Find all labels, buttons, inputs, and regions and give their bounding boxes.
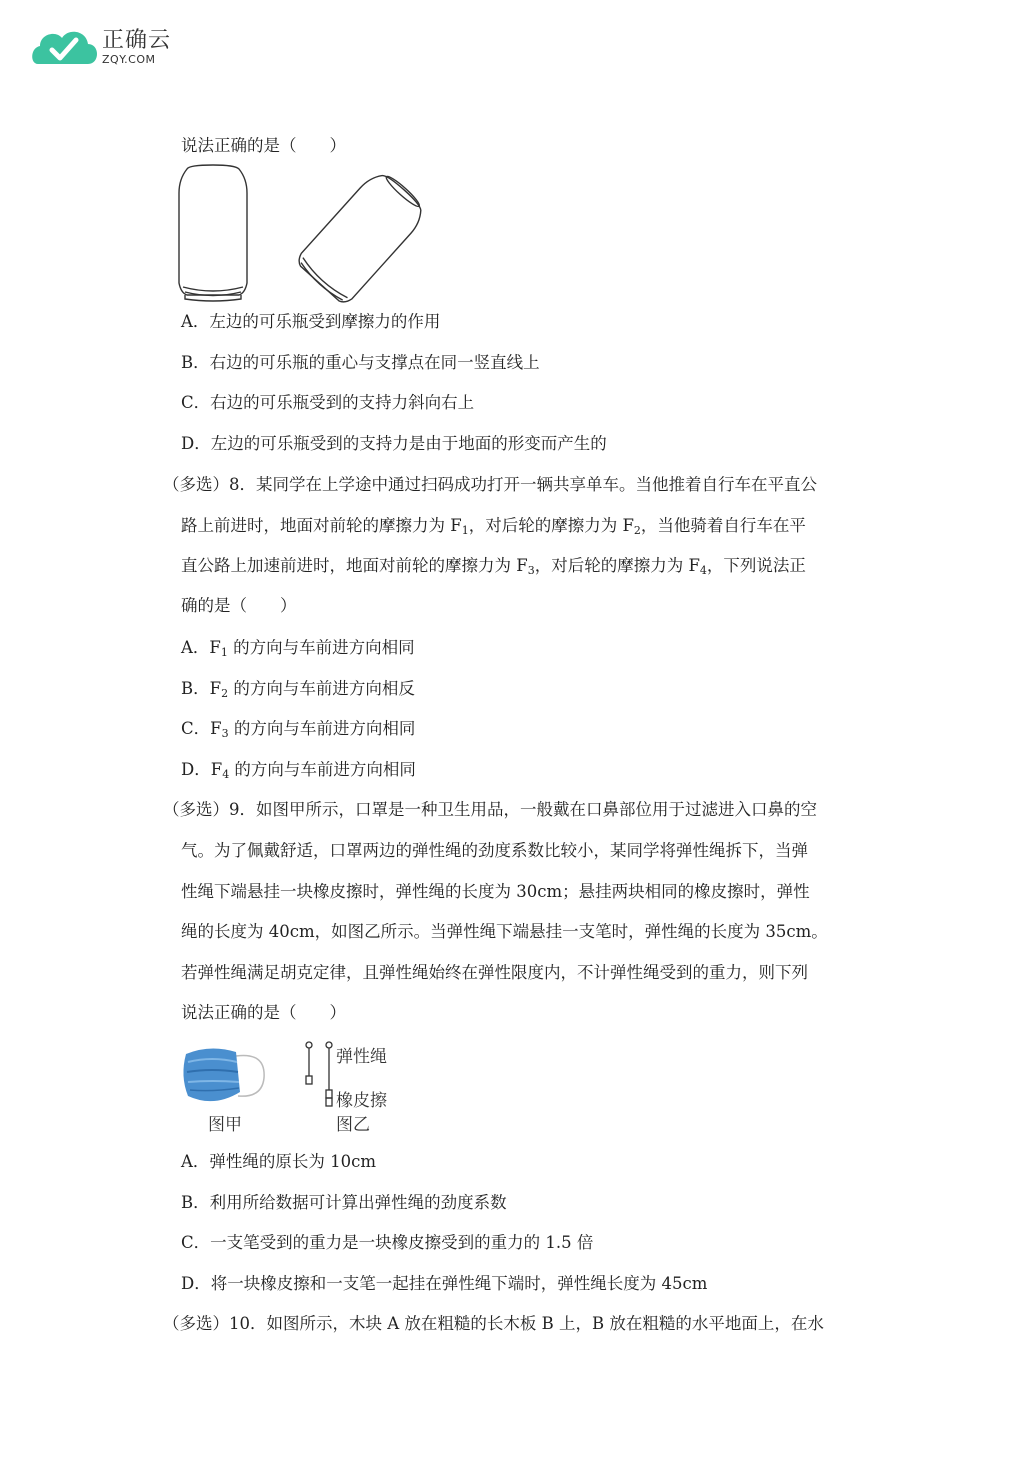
tilted-can-icon (294, 166, 430, 305)
rope-short-icon (306, 1042, 312, 1084)
q9-line-4: 绳的长度为 40cm，如图乙所示。当弹性绳下端悬挂一支笔时，弹性绳的长度为 35cm。 (181, 922, 828, 941)
q8-option-a: A．$F_1$ 的方向与车前进方向相同 (181, 638, 415, 659)
q9-option-c: C．一支笔受到的重力是一块橡皮擦受到的重力的 1.5 倍 (181, 1233, 594, 1252)
brand-name-cn: 正确云 (102, 28, 172, 53)
q8-option-c: C．$F_3$ 的方向与车前进方向相同 (181, 719, 416, 740)
brand-name-en: ZQY.COM (102, 53, 156, 66)
figure-b-caption: 图乙 (336, 1115, 370, 1135)
q8-line-1: （多选）8．某同学在上学途中通过扫码成功打开一辆共享单车。当他推着自行车在平直公 (163, 475, 817, 494)
label-eraser: 橡皮擦 (336, 1091, 387, 1111)
face-mask-icon (183, 1048, 264, 1101)
mask-figure (180, 1042, 270, 1110)
q9-line-3: 性绳下端悬挂一块橡皮擦时，弹性绳的长度为 30cm；悬挂两块相同的橡皮擦时，弹性 (181, 882, 810, 901)
q8-line-4: 确的是（ ） (181, 596, 297, 615)
brand (102, 28, 171, 66)
q7-option-d: D．左边的可乐瓶受到的支持力是由于地面的形变而产生的 (181, 434, 607, 453)
q9-line-1: （多选）9．如图甲所示，口罩是一种卫生用品，一般戴在口鼻部位用于过滤进入口鼻的空 (163, 800, 817, 819)
cola-cans-figure (175, 163, 430, 305)
label-elastic-rope: 弹性绳 (336, 1047, 387, 1067)
q9-option-d: D．将一块橡皮擦和一支笔一起挂在弹性绳下端时，弹性绳长度为 45cm (181, 1274, 708, 1293)
rope-long-icon (326, 1042, 332, 1106)
q7-option-c: C．右边的可乐瓶受到的支持力斜向右上 (181, 393, 475, 412)
q8-line-2: 路上前进时，地面对前轮的摩擦力为 $F_1$，对后轮的摩擦力为 $F_2$，当他骑着自行车在平 (181, 516, 806, 537)
q8-line-3: 直公路上加速前进时，地面对前轮的摩擦力为 $F_3$，对后轮的摩擦力为 $F_4$，下列说法正 (181, 556, 806, 577)
q9-line-6: 说法正确的是（ ） (181, 1003, 346, 1022)
q8-option-d: D．$F_4$ 的方向与车前进方向相同 (181, 760, 416, 781)
q7-option-a: A．左边的可乐瓶受到摩擦力的作用 (181, 312, 441, 331)
upright-can-icon (179, 165, 247, 301)
rope-eraser-figure (300, 1040, 340, 1110)
q8-option-b: B．$F_2$ 的方向与车前进方向相反 (181, 679, 415, 700)
q10-line-1: （多选）10．如图所示，木块 A 放在粗糙的长木板 B 上，B 放在粗糙的水平地面上，在水 (163, 1314, 824, 1333)
q9-option-a: A．弹性绳的原长为 10cm (181, 1152, 377, 1171)
q7-option-b: B．右边的可乐瓶的重心与支撑点在同一竖直线上 (181, 353, 540, 372)
q9-option-b: B．利用所给数据可计算出弹性绳的劲度系数 (181, 1193, 507, 1212)
q9-line-2: 气。为了佩戴舒适，口罩两边的弹性绳的劲度系数比较小，某同学将弹性绳拆下，当弹 (181, 841, 808, 860)
q7-stem: 说法正确的是（ ） (181, 136, 346, 155)
q9-line-5: 若弹性绳满足胡克定律，且弹性绳始终在弹性限度内，不计弹性绳受到的重力，则下列 (181, 963, 808, 982)
figure-a-caption: 图甲 (208, 1115, 242, 1135)
